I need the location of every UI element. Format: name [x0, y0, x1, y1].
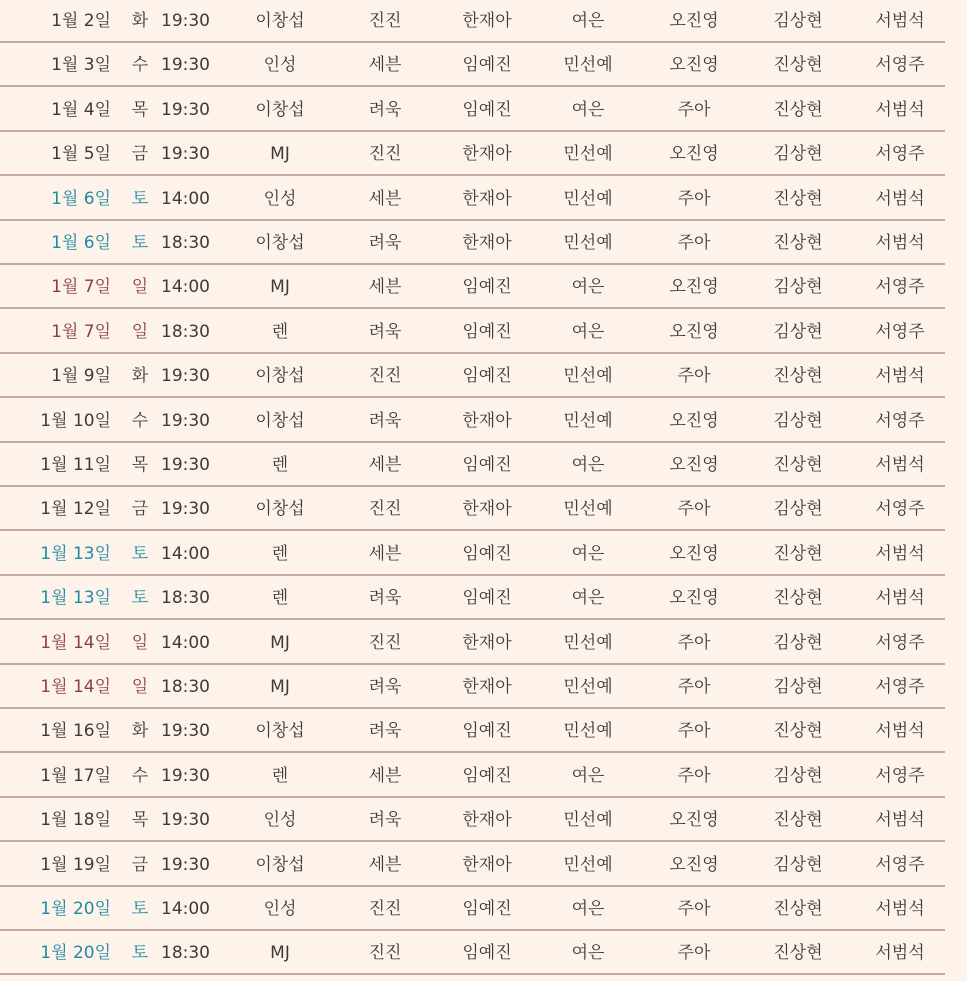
cast-cell: 여은 [571, 588, 605, 609]
cast-cell: 여은 [571, 11, 605, 31]
cast-cell: 임예진 [462, 543, 512, 564]
cast-cell: 진상현 [773, 455, 823, 475]
cast-cell: 진상현 [773, 943, 823, 964]
cast-cell: 주아 [677, 943, 711, 964]
table-row [0, 221, 945, 265]
cast-cell: 렌 [271, 588, 289, 609]
cast-cell: 서영주 [875, 854, 925, 875]
weekday-cell: 토 [131, 543, 149, 564]
date-cell: 1월 20일 [40, 943, 111, 964]
cast-cell: 여은 [571, 543, 605, 564]
date-cell: 1월 13일 [40, 588, 111, 609]
cast-cell: 이창섭 [255, 366, 305, 387]
cast-cell: 임예진 [462, 943, 512, 964]
cast-cell: 인성 [263, 55, 297, 76]
cast-cell: 임예진 [462, 899, 512, 919]
date-cell: 1월 14일 [40, 677, 111, 697]
time-cell: 19:30 [161, 721, 210, 742]
cast-cell: 김상현 [773, 765, 823, 786]
time-cell: 19:30 [161, 144, 210, 165]
date-cell: 1월 2일 [51, 11, 111, 31]
cast-cell: 김상현 [773, 632, 823, 653]
cast-cell: 진상현 [773, 366, 823, 387]
cast-cell: 임예진 [462, 721, 512, 742]
time-cell: 19:30 [161, 810, 210, 831]
time-cell: 14:00 [161, 899, 210, 919]
cast-cell: 인성 [263, 899, 297, 919]
cast-cell: 서영주 [875, 55, 925, 76]
cast-cell: 진상현 [773, 721, 823, 742]
cast-cell: 진진 [368, 499, 402, 520]
cast-cell: 한재아 [462, 499, 512, 520]
cast-cell: 임예진 [462, 321, 512, 342]
cast-cell: 서영주 [875, 410, 925, 431]
cast-cell: 김상현 [773, 321, 823, 342]
table-row [0, 709, 945, 753]
cast-cell: 진상현 [773, 810, 823, 831]
cast-cell: 민선예 [563, 188, 613, 209]
cast-cell: 김상현 [773, 854, 823, 875]
cast-cell: 주아 [677, 99, 711, 120]
cast-cell: 이창섭 [255, 233, 305, 253]
time-cell: 19:30 [161, 99, 210, 120]
cast-cell: 임예진 [462, 277, 512, 298]
cast-cell: 임예진 [462, 588, 512, 609]
date-cell: 1월 12일 [40, 499, 111, 520]
time-cell: 18:30 [161, 677, 210, 697]
cast-cell: 서범석 [875, 188, 925, 209]
table-row [0, 177, 945, 221]
date-cell: 1월 3일 [51, 55, 111, 76]
cast-cell: 민선예 [563, 233, 613, 253]
table-row [0, 931, 945, 975]
cast-cell: 오진영 [669, 810, 719, 831]
cast-cell: 한재아 [462, 677, 512, 697]
time-cell: 19:30 [161, 499, 210, 520]
cast-cell: 주아 [677, 188, 711, 209]
date-cell: 1월 11일 [40, 455, 111, 475]
cast-cell: 서영주 [875, 277, 925, 298]
cast-cell: 서영주 [875, 632, 925, 653]
cast-cell: 임예진 [462, 99, 512, 120]
cast-cell: 오진영 [669, 588, 719, 609]
cast-cell: 주아 [677, 721, 711, 742]
cast-cell: 세븐 [368, 188, 402, 209]
date-cell: 1월 4일 [51, 99, 111, 120]
table-row [0, 798, 945, 842]
time-cell: 14:00 [161, 188, 210, 209]
cast-cell: 세븐 [368, 765, 402, 786]
date-cell: 1월 10일 [40, 410, 111, 431]
weekday-cell: 금 [131, 854, 149, 875]
table-row [0, 487, 945, 531]
cast-cell: 진진 [368, 899, 402, 919]
table-row [0, 43, 945, 87]
cast-cell: 여은 [571, 321, 605, 342]
weekday-cell: 토 [131, 588, 149, 609]
weekday-cell: 목 [131, 810, 149, 831]
cast-cell: 서영주 [875, 677, 925, 697]
cast-cell: 한재아 [462, 188, 512, 209]
table-row [0, 0, 945, 43]
date-cell: 1월 19일 [40, 854, 111, 875]
time-cell: 14:00 [161, 543, 210, 564]
date-cell: 1월 6일 [51, 233, 111, 253]
cast-cell: 주아 [677, 677, 711, 697]
table-row [0, 310, 945, 354]
cast-cell: 민선예 [563, 721, 613, 742]
weekday-cell: 토 [131, 943, 149, 964]
cast-cell: 려욱 [368, 99, 402, 120]
cast-cell: MJ [270, 632, 290, 653]
cast-cell: 민선예 [563, 499, 613, 520]
cast-cell: 서범석 [875, 899, 925, 919]
weekday-cell: 화 [131, 366, 149, 387]
cast-cell: 김상현 [773, 410, 823, 431]
time-cell: 19:30 [161, 366, 210, 387]
cast-cell: 여은 [571, 765, 605, 786]
time-cell: 19:30 [161, 11, 210, 31]
weekday-cell: 화 [131, 721, 149, 742]
table-row [0, 754, 945, 798]
time-cell: 19:30 [161, 765, 210, 786]
cast-cell: 려욱 [368, 721, 402, 742]
weekday-cell: 토 [131, 899, 149, 919]
cast-cell: 려욱 [368, 233, 402, 253]
date-cell: 1월 7일 [51, 321, 111, 342]
cast-cell: 오진영 [669, 277, 719, 298]
table-row [0, 621, 945, 665]
cast-cell: 렌 [271, 543, 289, 564]
table-row [0, 399, 945, 443]
cast-cell: 인성 [263, 810, 297, 831]
cast-cell: 오진영 [669, 321, 719, 342]
cast-cell: 김상현 [773, 11, 823, 31]
cast-cell: MJ [270, 277, 290, 298]
cast-cell: 민선예 [563, 410, 613, 431]
cast-cell: 오진영 [669, 11, 719, 31]
cast-cell: 서영주 [875, 321, 925, 342]
cast-cell: 세븐 [368, 55, 402, 76]
time-cell: 14:00 [161, 277, 210, 298]
cast-cell: 렌 [271, 765, 289, 786]
cast-cell: 세븐 [368, 455, 402, 475]
cast-cell: 이창섭 [255, 721, 305, 742]
table-row [0, 443, 945, 487]
cast-cell: 민선예 [563, 632, 613, 653]
cast-cell: 려욱 [368, 810, 402, 831]
time-cell: 18:30 [161, 943, 210, 964]
cast-cell: 이창섭 [255, 854, 305, 875]
time-cell: 19:30 [161, 854, 210, 875]
weekday-cell: 수 [131, 765, 149, 786]
weekday-cell: 일 [131, 632, 149, 653]
weekday-cell: 수 [131, 55, 149, 76]
cast-cell: 한재아 [462, 632, 512, 653]
weekday-cell: 금 [131, 499, 149, 520]
weekday-cell: 일 [131, 321, 149, 342]
cast-cell: 오진영 [669, 410, 719, 431]
cast-cell: 임예진 [462, 765, 512, 786]
cast-cell: 이창섭 [255, 499, 305, 520]
cast-cell: 렌 [271, 321, 289, 342]
cast-cell: 김상현 [773, 144, 823, 165]
cast-cell: 주아 [677, 366, 711, 387]
cast-cell: 이창섭 [255, 410, 305, 431]
cast-cell: 서영주 [875, 765, 925, 786]
cast-cell: 려욱 [368, 588, 402, 609]
cast-cell: 임예진 [462, 455, 512, 475]
cast-cell: 진진 [368, 366, 402, 387]
date-cell: 1월 17일 [40, 765, 111, 786]
time-cell: 18:30 [161, 321, 210, 342]
time-cell: 14:00 [161, 632, 210, 653]
time-cell: 18:30 [161, 588, 210, 609]
cast-cell: 진상현 [773, 99, 823, 120]
cast-cell: 여은 [571, 277, 605, 298]
cast-cell: 진상현 [773, 588, 823, 609]
cast-cell: 세븐 [368, 277, 402, 298]
cast-cell: 주아 [677, 632, 711, 653]
cast-cell: 서범석 [875, 455, 925, 475]
cast-cell: 임예진 [462, 55, 512, 76]
cast-cell: 진진 [368, 144, 402, 165]
table-row [0, 843, 945, 887]
cast-cell: 려욱 [368, 677, 402, 697]
cast-cell: 진상현 [773, 188, 823, 209]
cast-cell: 여은 [571, 943, 605, 964]
cast-cell: 주아 [677, 233, 711, 253]
cast-cell: 서범석 [875, 99, 925, 120]
cast-cell: 오진영 [669, 55, 719, 76]
cast-cell: 서범석 [875, 543, 925, 564]
date-cell: 1월 20일 [40, 899, 111, 919]
cast-cell: 민선예 [563, 366, 613, 387]
cast-cell: 진진 [368, 632, 402, 653]
cast-cell: 한재아 [462, 11, 512, 31]
table-row [0, 265, 945, 309]
cast-cell: 서범석 [875, 943, 925, 964]
table-row [0, 88, 945, 132]
cast-cell: 한재아 [462, 233, 512, 253]
weekday-cell: 일 [131, 677, 149, 697]
cast-cell: 진상현 [773, 55, 823, 76]
time-cell: 19:30 [161, 410, 210, 431]
cast-cell: 민선예 [563, 810, 613, 831]
cast-cell: 민선예 [563, 55, 613, 76]
cast-cell: 서범석 [875, 233, 925, 253]
weekday-cell: 금 [131, 144, 149, 165]
time-cell: 18:30 [161, 233, 210, 253]
cast-cell: 렌 [271, 455, 289, 475]
cast-cell: 김상현 [773, 499, 823, 520]
cast-cell: 주아 [677, 765, 711, 786]
cast-cell: 오진영 [669, 854, 719, 875]
cast-cell: 서범석 [875, 721, 925, 742]
cast-cell: MJ [270, 943, 290, 964]
date-cell: 1월 13일 [40, 543, 111, 564]
cast-cell: 한재아 [462, 810, 512, 831]
cast-cell: MJ [270, 677, 290, 697]
cast-cell: 진진 [368, 943, 402, 964]
weekday-cell: 일 [131, 277, 149, 298]
cast-cell: 오진영 [669, 455, 719, 475]
cast-cell: 여은 [571, 99, 605, 120]
table-row [0, 665, 945, 709]
cast-cell: 한재아 [462, 854, 512, 875]
cast-cell: 진진 [368, 11, 402, 31]
cast-cell: 한재아 [462, 144, 512, 165]
cast-cell: 민선예 [563, 677, 613, 697]
table-row [0, 532, 945, 576]
cast-cell: 진상현 [773, 233, 823, 253]
date-cell: 1월 5일 [51, 144, 111, 165]
weekday-cell: 목 [131, 99, 149, 120]
cast-cell: 려욱 [368, 321, 402, 342]
table-row [0, 576, 945, 620]
date-cell: 1월 7일 [51, 277, 111, 298]
cast-cell: 서범석 [875, 810, 925, 831]
weekday-cell: 수 [131, 410, 149, 431]
weekday-cell: 화 [131, 11, 149, 31]
weekday-cell: 목 [131, 455, 149, 475]
cast-cell: 이창섭 [255, 99, 305, 120]
cast-cell: 김상현 [773, 277, 823, 298]
cast-cell: 오진영 [669, 543, 719, 564]
weekday-cell: 토 [131, 233, 149, 253]
cast-cell: 민선예 [563, 144, 613, 165]
cast-cell: 서영주 [875, 499, 925, 520]
cast-cell: 서영주 [875, 144, 925, 165]
cast-cell: 한재아 [462, 410, 512, 431]
cast-cell: 주아 [677, 499, 711, 520]
date-cell: 1월 6일 [51, 188, 111, 209]
table-row [0, 354, 945, 398]
cast-cell: 세븐 [368, 543, 402, 564]
time-cell: 19:30 [161, 55, 210, 76]
cast-cell: 인성 [263, 188, 297, 209]
cast-cell: 진상현 [773, 899, 823, 919]
date-cell: 1월 9일 [51, 366, 111, 387]
cast-cell: 세븐 [368, 854, 402, 875]
cast-cell: 진상현 [773, 543, 823, 564]
cast-cell: 이창섭 [255, 11, 305, 31]
cast-cell: 민선예 [563, 854, 613, 875]
cast-cell: 서범석 [875, 11, 925, 31]
cast-cell: 주아 [677, 899, 711, 919]
table-row [0, 132, 945, 176]
cast-cell: 서범석 [875, 588, 925, 609]
cast-cell: MJ [270, 144, 290, 165]
table-row [0, 887, 945, 931]
cast-cell: 오진영 [669, 144, 719, 165]
weekday-cell: 토 [131, 188, 149, 209]
cast-cell: 여은 [571, 455, 605, 475]
cast-cell: 서범석 [875, 366, 925, 387]
date-cell: 1월 16일 [40, 721, 111, 742]
cast-cell: 임예진 [462, 366, 512, 387]
date-cell: 1월 18일 [40, 810, 111, 831]
cast-cell: 김상현 [773, 677, 823, 697]
date-cell: 1월 14일 [40, 632, 111, 653]
time-cell: 19:30 [161, 455, 210, 475]
cast-cell: 여은 [571, 899, 605, 919]
cast-cell: 려욱 [368, 410, 402, 431]
